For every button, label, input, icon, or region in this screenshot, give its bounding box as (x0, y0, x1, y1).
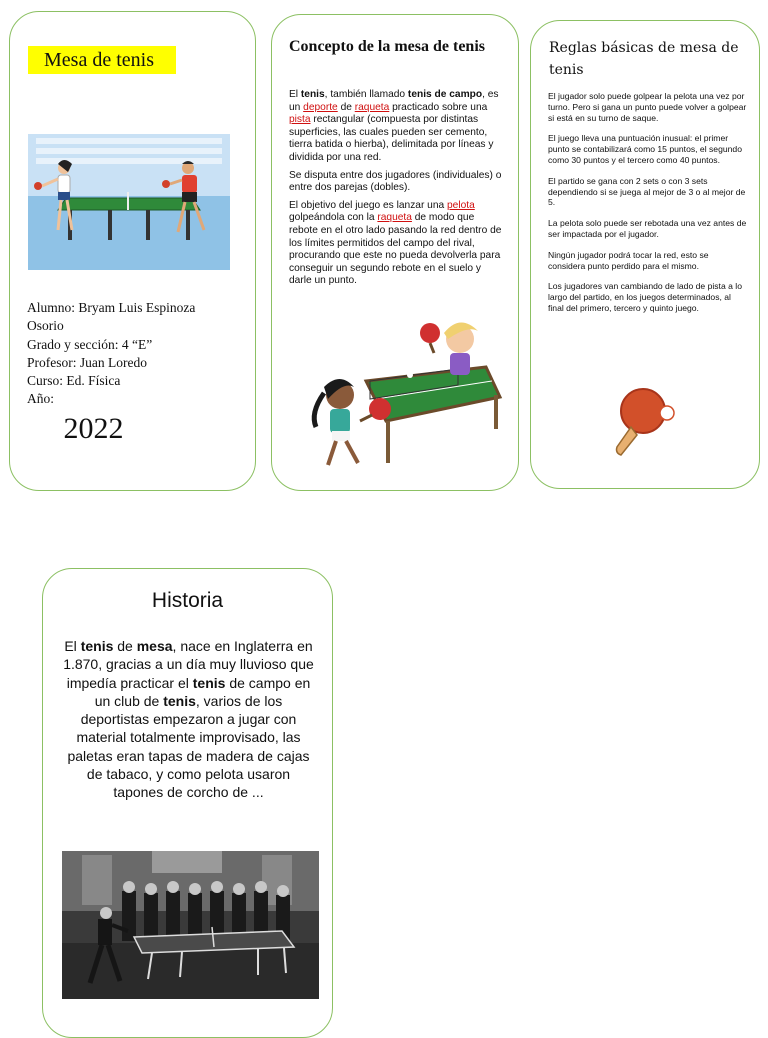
history-title: Historia (151, 589, 224, 612)
rules-card (530, 20, 760, 489)
text-run: , nace en Inglaterra en 1.870, gracias a un día muy lluvioso que impedía practicar el (63, 638, 314, 691)
kids-playing-illustration (288, 303, 506, 479)
cover-title: Mesa de tenis (28, 46, 176, 74)
student-line: Alumno: Bryam Luis Espinoza (27, 300, 196, 315)
year-value: 2022 (63, 412, 124, 445)
course-line: Curso: Ed. Física (27, 373, 121, 389)
concept-paragraph (289, 200, 503, 288)
text-run: de modo que rebote en el otro lado pasando la red dentro de los límites permitidos del campo del rival, procurando que este no pueda devolverla para conseguir un segundo rebote en el suelo y darle un punto. (289, 212, 502, 287)
bold-term: tenis (192, 674, 226, 691)
concept-paragraph (289, 89, 503, 165)
bold-term: tenis de campo (407, 89, 483, 100)
rule-item: El partido se gana con 2 sets o con 3 sets dependiendo si se juega al mejor de 3 o al mejor de 5. (548, 175, 746, 208)
grade-line: Grado y sección: 4 “E” (27, 336, 153, 352)
historic-photo (62, 851, 319, 999)
student-info (27, 299, 249, 409)
linked-term: pelota (447, 199, 475, 211)
linked-term: raqueta (354, 101, 390, 113)
rules-title: Reglas básicas de mesa de tenis (549, 40, 739, 78)
linked-term: pista (289, 114, 311, 126)
bold-term: mesa (136, 638, 173, 654)
text-run: , varios de los deportistas empezaron a jugar con material totalmente improvisado, las paletas eran tapas de madera de cajas de tabaco, y como pelota usaron tapones de corcho de ... (67, 692, 310, 801)
history-body (61, 637, 316, 802)
text-run: de (337, 101, 355, 113)
text-run: de (113, 638, 137, 654)
rules-list (548, 91, 748, 324)
concept-body (289, 89, 503, 293)
text-run: Se disputa entre dos jugadores (individuales) o entre dos parejas (dobles). (289, 169, 502, 194)
linked-term: raqueta (377, 212, 412, 224)
student-line: Osorio (27, 318, 64, 334)
concept-paragraph (289, 170, 503, 195)
cover-card (9, 11, 256, 491)
players-illustration (28, 134, 230, 270)
bold-term: tenis (300, 89, 325, 100)
text-run: , es un (289, 89, 499, 113)
teacher-line: Profesor: Juan Loredo (27, 354, 147, 370)
text-run: golpeándola con la (289, 212, 378, 224)
concept-card (271, 14, 519, 491)
paddle-icon (609, 383, 679, 459)
year-label: Año: (27, 391, 54, 407)
concept-title: Concepto de la mesa de tenis (289, 38, 485, 55)
history-card (42, 568, 333, 1038)
rule-item: Los jugadores van cambiando de lado de pista a lo largo del partido, en los juegos determinados, al final del primero, tercero y quinto juego. (548, 281, 742, 313)
rule-item: Ningún jugador podrá tocar la red, esto se considera punto perdido para el mismo. (548, 249, 709, 271)
text-run: El (64, 638, 81, 654)
text-run: de campo en un club de (94, 674, 311, 709)
rule-item: El juego lleva una puntuación inusual: el primer punto se contabilizará como 15 puntos, el segundo como 30 puntos y el tercero como 40 puntos. (548, 133, 742, 165)
linked-term: deporte (303, 101, 338, 113)
text-run: , también llamado (324, 89, 408, 100)
bold-term: tenis (80, 638, 114, 654)
bold-term: tenis (163, 692, 196, 709)
rule-item: El jugador solo puede golpear la pelota una vez por turno. Pero si gana un punto puede volver a golpear si está en su turno de saque. (548, 91, 747, 123)
text-run: practicado sobre una (389, 101, 488, 113)
text-run: El (289, 89, 301, 100)
text-run: El objetivo del juego es lanzar una (289, 199, 448, 211)
rule-item: La pelota solo puede ser rebotada una vez antes de ser impactada por el jugador. (548, 218, 747, 239)
text-run: rectangular (compuesta por distintas superficies, las cuales pueden ser cemento, tierra batida o hierba), delimitada por líneas y dividida por una red. (289, 114, 494, 163)
